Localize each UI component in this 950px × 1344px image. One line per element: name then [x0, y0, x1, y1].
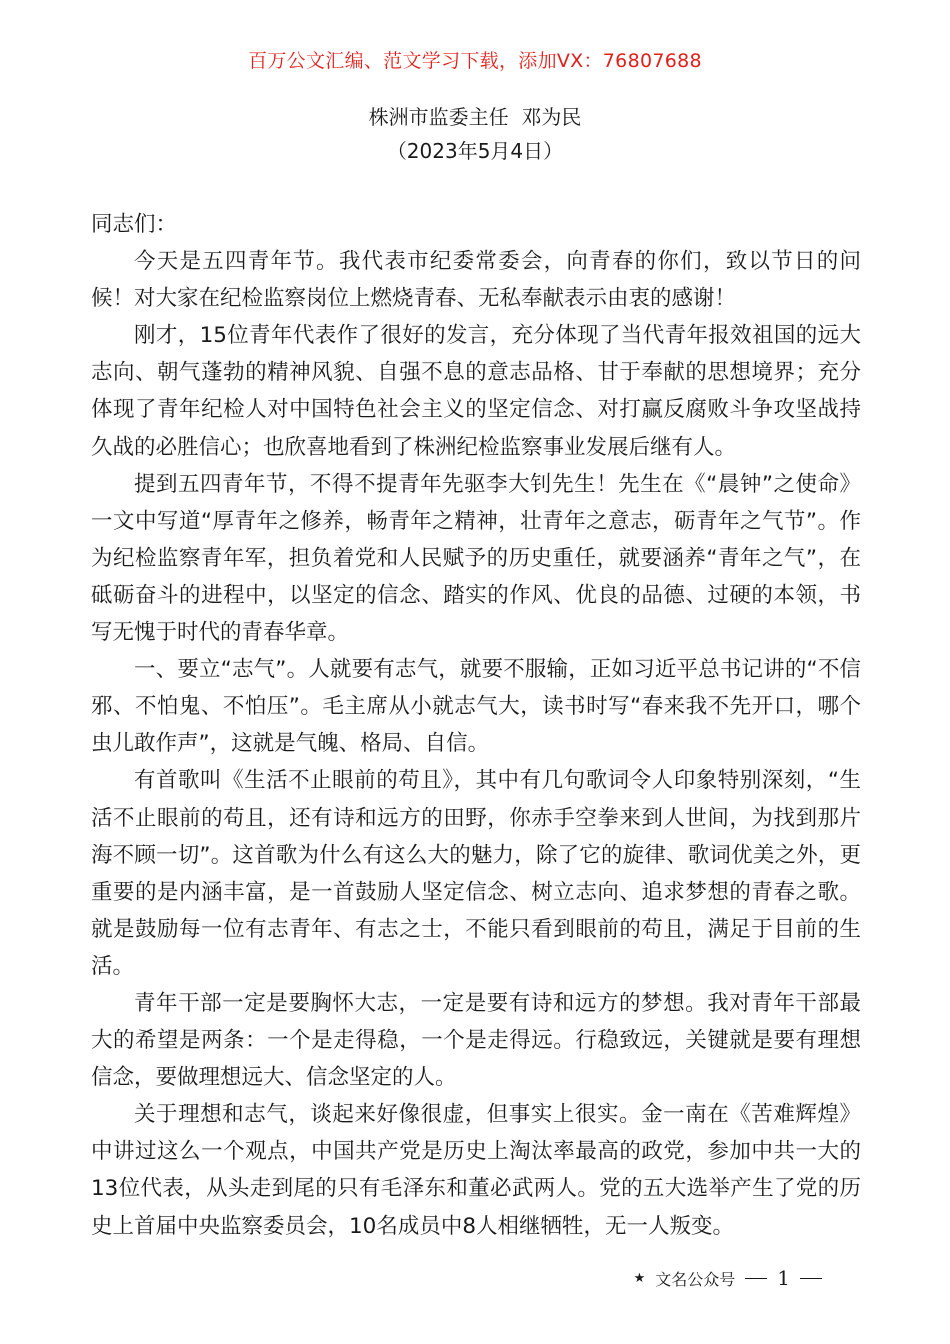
speech-body — [91, 206, 861, 1245]
footer-dash-right — [800, 1278, 822, 1279]
star-icon: ★ — [633, 1270, 646, 1286]
footer-dash-left — [745, 1278, 767, 1279]
byline — [0, 100, 950, 168]
date-line: （2023年5月4日） — [386, 139, 564, 163]
footer-source: 文名公众号 — [655, 1269, 736, 1289]
paragraph-6: 青年干部一定是要胸怀大志，一定是要有诗和远方的梦想。我对青年干部最大的希望是两条：一个是走得稳，一个是走得远。行稳致远，关键就是要有理想信念，要做理想远大、信念坚定的人。 — [91, 990, 861, 1091]
paragraph-4: 一、要立“志气”。人就要有志气，就要不服输，正如习近平总书记讲的“不信邪、不怕鬼、不怕压”。毛主席从小就志气大，读书时写“春来我不先开口，哪个虫儿敢作声”，这就是气魄、格局、自信。 — [91, 657, 861, 757]
paragraph-3: 提到五四青年节，不得不提青年先驱李大钊先生！先生在《“晨钟”之使命》一文中写道“厚青年之修养，畅青年之精神，壮青年之意志，砺青年之气节”。作为纪检监察青年军，担负着党和人民赋予的历史重任，就要涵养“青年之气”，在砥砺奋斗的进程中，以坚定的信念、踏实的作风、优良的品德、过硬的本领，书写无愧于时代的青春华章。 — [91, 471, 861, 646]
watermark-header: 百万公文汇编、范文学习下载，添加VX：76807688 — [248, 50, 702, 72]
salutation: 同志们： — [91, 212, 178, 237]
page-footer — [634, 1266, 822, 1290]
author-line: 株洲市监委主任 邓为民 — [368, 105, 582, 129]
paragraph-7: 关于理想和志气，谈起来好像很虚，但事实上很实。金一南在《苦难辉煌》中讲过这么一个观点，中国共产党是历史上淘汰率最高的政党，参加中共一大的13位代表，从头走到尾的只有毛泽东和董必武两人。党的五大选举产生了党的历史上首届中央监察委员会，10名成员中8人相继牺牲，无一人叛变。 — [91, 1102, 861, 1239]
page-number: 1 — [777, 1266, 790, 1290]
paragraph-1: 今天是五四青年节。我代表市纪委常委会，向青春的你们，致以节日的问候！对大家在纪检监察岗位上燃烧青春、无私奉献表示由衷的感谢！ — [91, 249, 861, 312]
paragraph-2: 刚才，15位青年代表作了很好的发言，充分体现了当代青年报效祖国的远大志向、朝气蓬勃的精神风貌、自强不息的意志品格、甘于奉献的思想境界；充分体现了青年纪检人对中国特色社会主义的坚定信念、对打赢反腐败斗争攻坚战持久战的必胜信心；也欣喜地看到了株洲纪检监察事业发展后继有人。 — [91, 323, 861, 460]
paragraph-5: 有首歌叫《生活不止眼前的苟且》，其中有几句歌词令人印象特别深刻，“生活不止眼前的苟且，还有诗和远方的田野，你赤手空拳来到人世间，为找到那片海不顾一切”。这首歌为什么有这么大的魅力，除了它的旋律、歌词优美之外，更重要的是内涵丰富，是一首鼓励人坚定信念、树立志向、追求梦想的青春之歌。就是鼓励每一位有志青年、有志之士，不能只看到眼前的苟且，满足于目前的生活。 — [91, 768, 861, 979]
